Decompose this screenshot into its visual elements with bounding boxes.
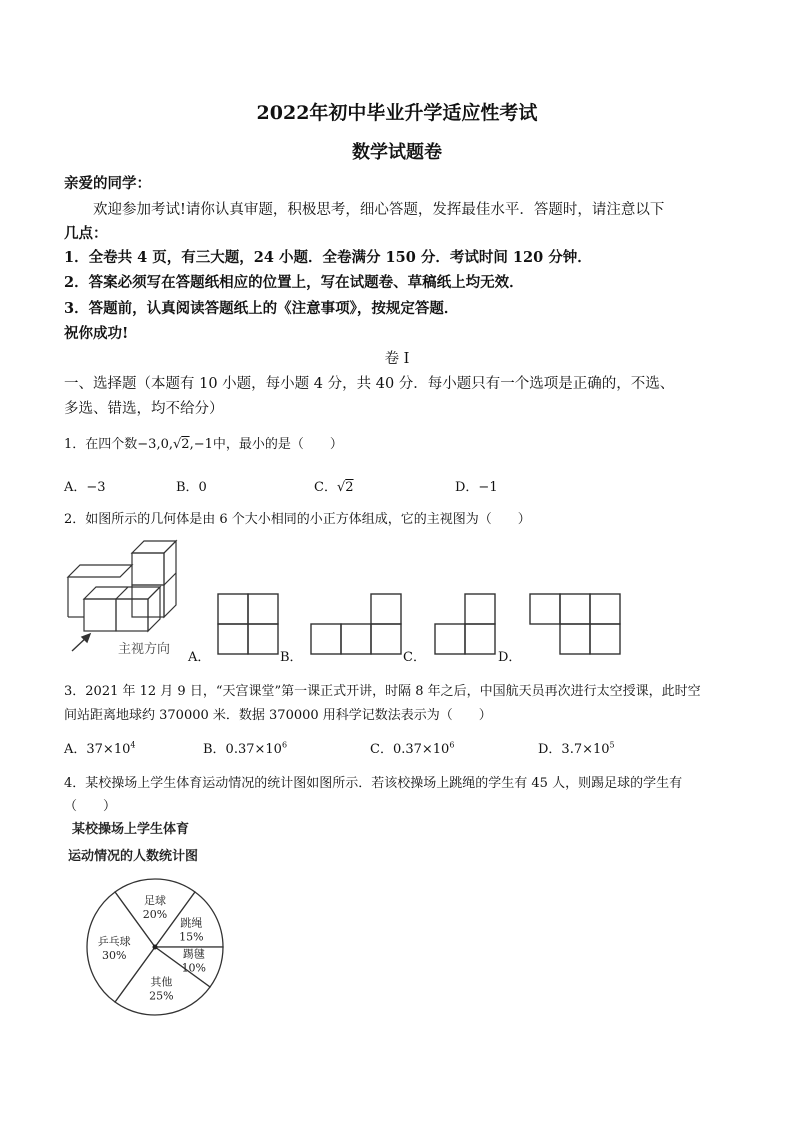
question-3-line-2: 间站距离地球约 370000 米．数据 370000 用科学记数法表示为（ ） [64,708,492,723]
chart-title-line-1: 某校操场上学生体育 [72,822,190,837]
pie-label-3: 其他 [150,975,173,989]
q2-option-a-label[interactable]: A． [188,650,211,665]
q1-nums: −3,0, [137,437,173,452]
q3-b-base: B．0.37×10 [203,742,282,757]
pie-label-0: 足球 [144,894,166,908]
question-3-line-1: 3．2021 年 12 月 9 日，“天宫课堂”第一课正式开讲，时隔 8 年之后，中国航天员再次进行太空授课，此时空 [64,684,701,699]
pie-value-4: 30% [101,949,127,962]
volume-label: 卷 Ⅰ [384,351,410,367]
pie-value-2: 10% [181,961,207,975]
q1-option-a[interactable]: A．−3 [64,480,106,495]
q3-option-d[interactable] [538,738,615,757]
direction-label: 主视方向 [118,642,171,657]
q1-prefix: 1．在四个数 [64,437,138,452]
q3-a-exp: 4 [130,740,136,750]
q2-option-d-label[interactable]: D． [498,650,522,665]
q1-option-c[interactable] [314,476,354,495]
q1-option-b[interactable]: B．0 [176,480,207,495]
closing: 祝你成功! [64,325,129,342]
q2-figure [60,535,730,670]
view-direction-arrow-icon [72,634,90,651]
q3-b-exp: 6 [281,740,288,750]
cube-solid-icon [68,541,176,631]
q3-d-exp: 5 [609,740,615,750]
pie-center-dot [153,945,158,950]
note-2: 2．答案必须写在答题纸相应的位置上，写在试题卷、草稿纸上均无效． [64,274,524,291]
q2-option-d-figure [530,594,620,654]
q3-c-base: C．0.37×10 [370,742,450,757]
q2-option-b-label[interactable]: B． [280,650,303,665]
note-1: 1．全卷共 4 页，有三大题，24 小题．全卷满分 150 分．考试时间 120 分钟． [64,249,592,266]
q2-option-a-figure [218,594,278,654]
pie-chart [60,815,260,1020]
q1-tail: ,−1 [189,437,213,452]
pie-label-1: 跳绳 [180,916,203,930]
q2-option-c-figure [435,594,495,654]
pie-value-0: 20% [142,908,168,922]
exam-subtitle: 数学试题卷 [352,142,442,163]
chart-title-line-2: 运动情况的人数统计图 [68,849,199,864]
q3-c-exp: 6 [449,740,455,750]
pie-label-4: 乒乓球 [97,935,131,948]
pie-label-2: 踢毽 [182,947,205,961]
q1-c-root: 2 [345,480,354,495]
greeting: 亲爱的同学： [64,175,151,192]
exam-title: 2022年初中毕业升学适应性考试 [256,102,538,124]
q2-option-b-figure [311,594,401,654]
q2-option-c-label[interactable]: C． [403,650,426,665]
q3-option-c[interactable] [370,738,454,757]
sqrt-icon: √ [172,437,182,452]
q1-c-prefix: C． [314,480,337,495]
intro-line-1: 欢迎参加考试!请你认真审题，积极思考，细心答题，发挥最佳水平．答题时，请注意以下 [93,202,665,218]
section-heading-1: 一、选择题（本题有 10 小题，每小题 4 分，共 40 分．每小题只有一个选项是正确的，不选、 [64,376,675,392]
sqrt-icon: √ [336,480,346,495]
pie-value-3: 25% [149,989,174,1003]
q3-a-base: A．37×10 [64,742,131,757]
question-4-line-2: （ ） [64,799,117,814]
question-4-line-1: 4．某校操场上学生体育运动情况的统计图如图所示．若该校操场上跳绳的学生有 45 人，则踢足球的学生有 [64,776,683,791]
q3-d-base: D．3.7×10 [538,742,610,757]
pie-value-1: 15% [179,930,204,944]
question-1 [64,433,343,452]
question-2: 2．如图所示的几何体是由 6 个大小相同的小正方体组成，它的主视图为（ ） [64,512,531,527]
q3-option-a[interactable] [64,738,135,757]
note-3: 3．答题前，认真阅读答题纸上的《注意事项》，按规定答题． [64,300,459,317]
q1-suffix: 中，最小的是（ ） [212,437,343,452]
q1-root: 2 [181,437,190,452]
intro-line-2: 几点： [64,225,108,242]
q3-option-b[interactable] [203,738,287,757]
section-heading-2: 多选、错选，均不给分） [64,401,224,417]
q1-option-d[interactable]: D．−1 [455,480,498,495]
